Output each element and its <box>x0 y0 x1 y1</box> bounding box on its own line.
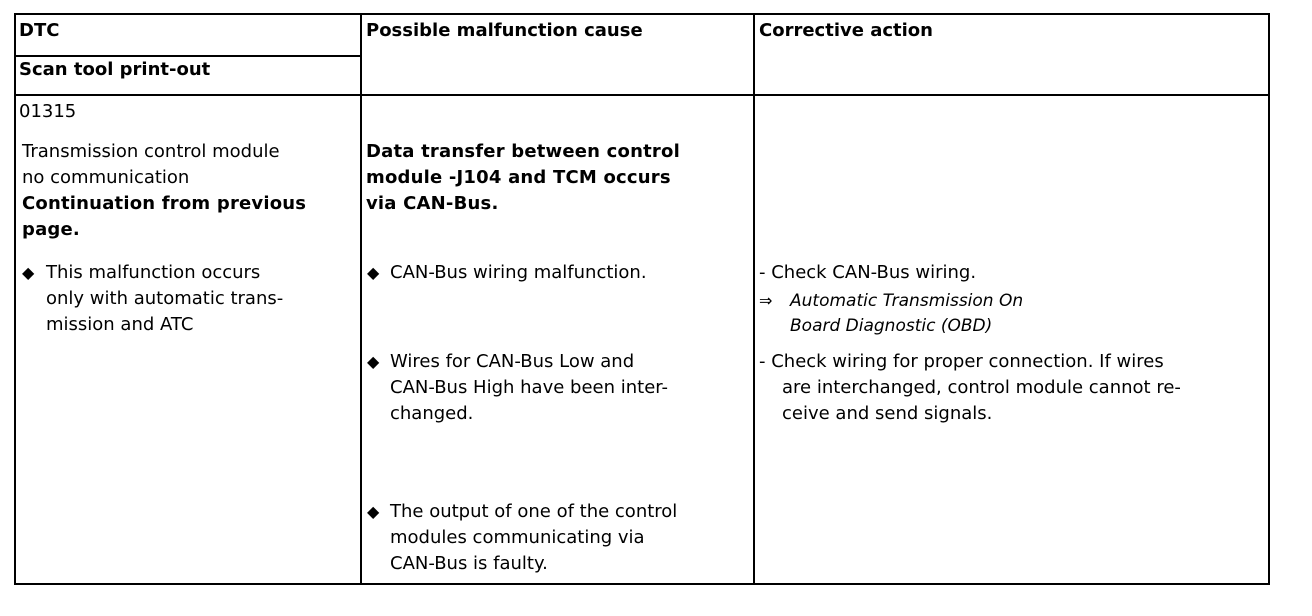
cause-item: CAN-Bus is faulty. <box>390 553 548 574</box>
header-action: Corrective action <box>759 20 933 41</box>
dtc-description-line: Transmission control module <box>22 141 280 162</box>
dtc-description-line: no communication <box>22 167 190 188</box>
continuation-note: page. <box>22 219 80 240</box>
condition-line: only with automatic trans- <box>46 288 284 309</box>
column-divider <box>360 15 362 583</box>
diamond-bullet-icon: ◆ <box>367 502 380 521</box>
action-item: - Check CAN-Bus wiring. <box>759 262 977 283</box>
diamond-bullet-icon: ◆ <box>367 263 380 282</box>
cause-item: CAN-Bus wiring malfunction. <box>390 262 647 283</box>
cause-intro: Data transfer between control <box>366 141 680 162</box>
cause-item: The output of one of the control <box>390 501 678 522</box>
cause-item: CAN-Bus High have been inter- <box>390 377 669 398</box>
diamond-bullet-icon: ◆ <box>367 352 380 371</box>
arrow-right-icon: ⇒ <box>759 291 773 310</box>
reference-link[interactable]: Board Diagnostic (OBD) <box>790 316 993 336</box>
action-item: ceive and send signals. <box>782 403 993 424</box>
column-divider <box>753 15 755 583</box>
condition-line: mission and ATC <box>46 314 194 335</box>
header-cause: Possible malfunction cause <box>366 20 643 41</box>
header-dtc: DTC <box>19 20 60 41</box>
cause-item: Wires for CAN-Bus Low and <box>390 351 635 372</box>
header-scan-tool: Scan tool print-out <box>19 59 211 80</box>
cause-intro: via CAN-Bus. <box>366 193 499 214</box>
continuation-note: Continuation from previous <box>22 193 307 214</box>
condition-line: This malfunction occurs <box>46 262 261 283</box>
action-item: - Check wiring for proper connection. If wires <box>759 351 1164 372</box>
dtc-code: 01315 <box>19 101 77 122</box>
cause-item: modules communicating via <box>390 527 645 548</box>
reference-link[interactable]: Automatic Transmission On <box>790 291 1024 311</box>
cause-item: changed. <box>390 403 474 424</box>
header-bottom-divider <box>16 94 1268 96</box>
action-item: are interchanged, control module cannot re- <box>782 377 1181 398</box>
cause-intro: module -J104 and TCM occurs <box>366 167 671 188</box>
diamond-bullet-icon: ◆ <box>22 263 35 282</box>
